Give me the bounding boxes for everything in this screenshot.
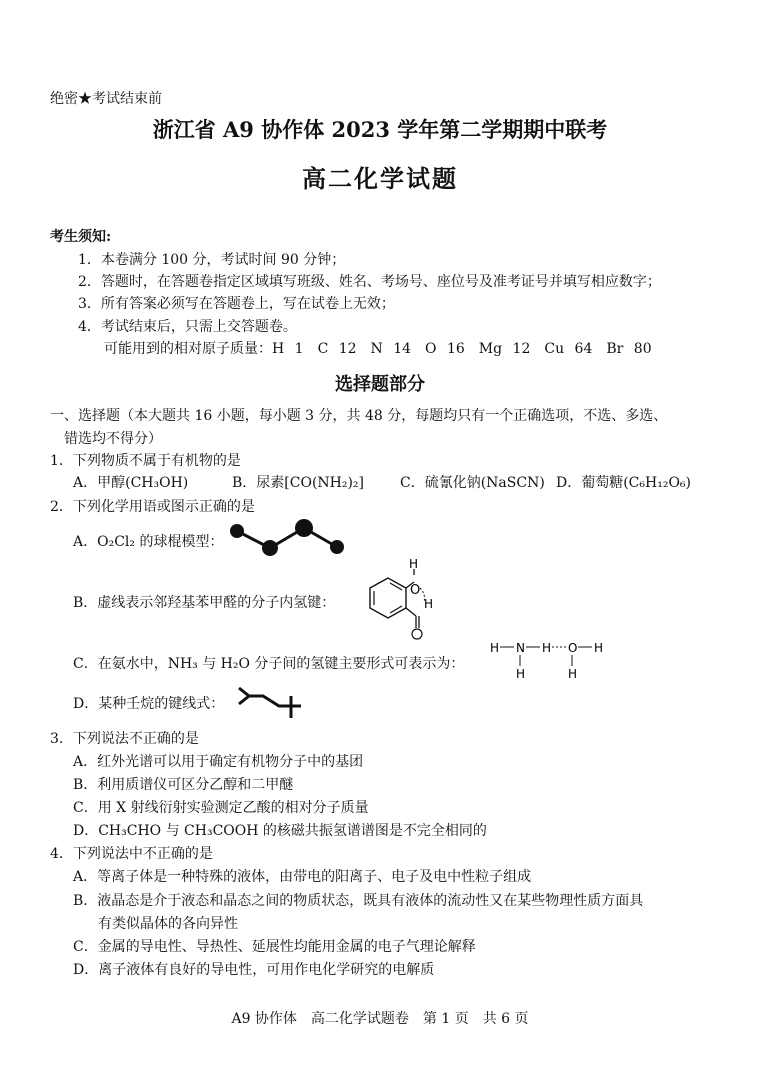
page-footer: A9 协作体 高二化学试题卷 第 1 页 共 6 页 [231, 1011, 529, 1027]
option-4a: A．等离子体是一种特殊的液体，由带电的阳离子、电子及电中性粒子组成 [73, 869, 532, 885]
atom-h: H [568, 667, 578, 681]
option-4b: B．液晶态是介于液态和晶态之间的物质状态，既具有液体的流动性又在某些物理性质方面具 [73, 893, 644, 909]
option-2a: A．O₂Cl₂ 的球棍模型： [73, 534, 224, 550]
secret-mark: 绝密★考试结束前 [50, 91, 162, 107]
option-4d: D．离子液体有良好的导电性，可用作电化学研究的电解质 [73, 962, 435, 978]
option-1c: C．硫氰化钠(NaSCN) [400, 475, 545, 491]
option-2b: B．虚线表示邻羟基苯甲醛的分子内氢键： [73, 595, 336, 611]
exam-subtitle: 高二化学试题 [302, 164, 458, 193]
section-title: 选择题部分 [335, 374, 425, 395]
note-item: 1．本卷满分 100 分，考试时间 90 分钟； [78, 252, 346, 268]
hydrogen-bond-structure-icon [488, 636, 618, 682]
atom-h: H [490, 641, 500, 655]
option-1b: B．尿素[CO(NH₂)₂] [232, 475, 365, 491]
notes-heading: 考生须知: [50, 229, 112, 245]
option-4c: C．金属的导电性、导热性、延展性均能用金属的电子气理论解释 [73, 939, 476, 955]
salicylaldehyde-structure-icon [348, 558, 448, 644]
question-stem: 2．下列化学用语或图示正确的是 [50, 499, 255, 515]
question-stem: 1．下列物质不属于有机物的是 [50, 453, 241, 469]
note-item: 4．考试结束后，只需上交答题卷。 [78, 319, 297, 335]
question-stem: 3．下列说法不正确的是 [50, 731, 199, 747]
option-1d: D．葡萄糖(C₆H₁₂O₆) [556, 475, 691, 491]
atom-h: H [542, 641, 552, 655]
atom-o: O [568, 641, 578, 655]
option-2c: C．在氨水中，NH₃ 与 H₂O 分子间的氢键主要形式可表示为： [73, 656, 465, 672]
atomic-masses: 可能用到的相对原子质量：H 1 C 12 N 14 O 16 Mg 12 Cu 64 Br 80 [104, 341, 652, 357]
option-3d: D．CH₃CHO 与 CH₃COOH 的核磁共振氢谱谱图是不完全相同的 [73, 823, 487, 839]
option-3a: A．红外光谱可以用于确定有机物分子中的基团 [73, 754, 364, 770]
question-stem: 4．下列说法中不正确的是 [50, 846, 213, 862]
option-2d: D．某种壬烷的键线式： [73, 696, 225, 712]
note-item: 2．答题时，在答题卷指定区域填写班级、姓名、考场号、座位号及准考证号并填写相应数字； [78, 274, 661, 290]
exam-title: 浙江省 A9 协作体 2023 学年第二学期期中联考 [152, 117, 608, 142]
section-intro-cont: 错选均不得分） [64, 431, 162, 447]
option-1a: A．甲醇(CH₃OH) [73, 475, 189, 491]
section-intro: 一、选择题（本大题共 16 小题，每小题 3 分，共 48 分，每题均只有一个正确选项，不选、多选、 [50, 408, 668, 424]
ball-stick-model-icon [225, 515, 355, 563]
atom-h: H [516, 667, 526, 681]
option-3c: C．用 X 射线衍射实验测定乙酸的相对分子质量 [73, 800, 369, 816]
nonane-skeleton-icon [235, 682, 311, 722]
option-3b: B．利用质谱仪可区分乙醇和二甲醚 [73, 777, 294, 793]
atom-h: H [409, 558, 419, 571]
note-item: 3．所有答案必须写在答题卷上，写在试卷上无效； [78, 296, 395, 312]
atom-n: N [516, 641, 525, 655]
atom-h: H [594, 641, 604, 655]
option-4b-cont: 有类似晶体的各向异性 [98, 916, 238, 932]
atom-h: H [424, 597, 434, 611]
atom-o: O [410, 583, 421, 598]
